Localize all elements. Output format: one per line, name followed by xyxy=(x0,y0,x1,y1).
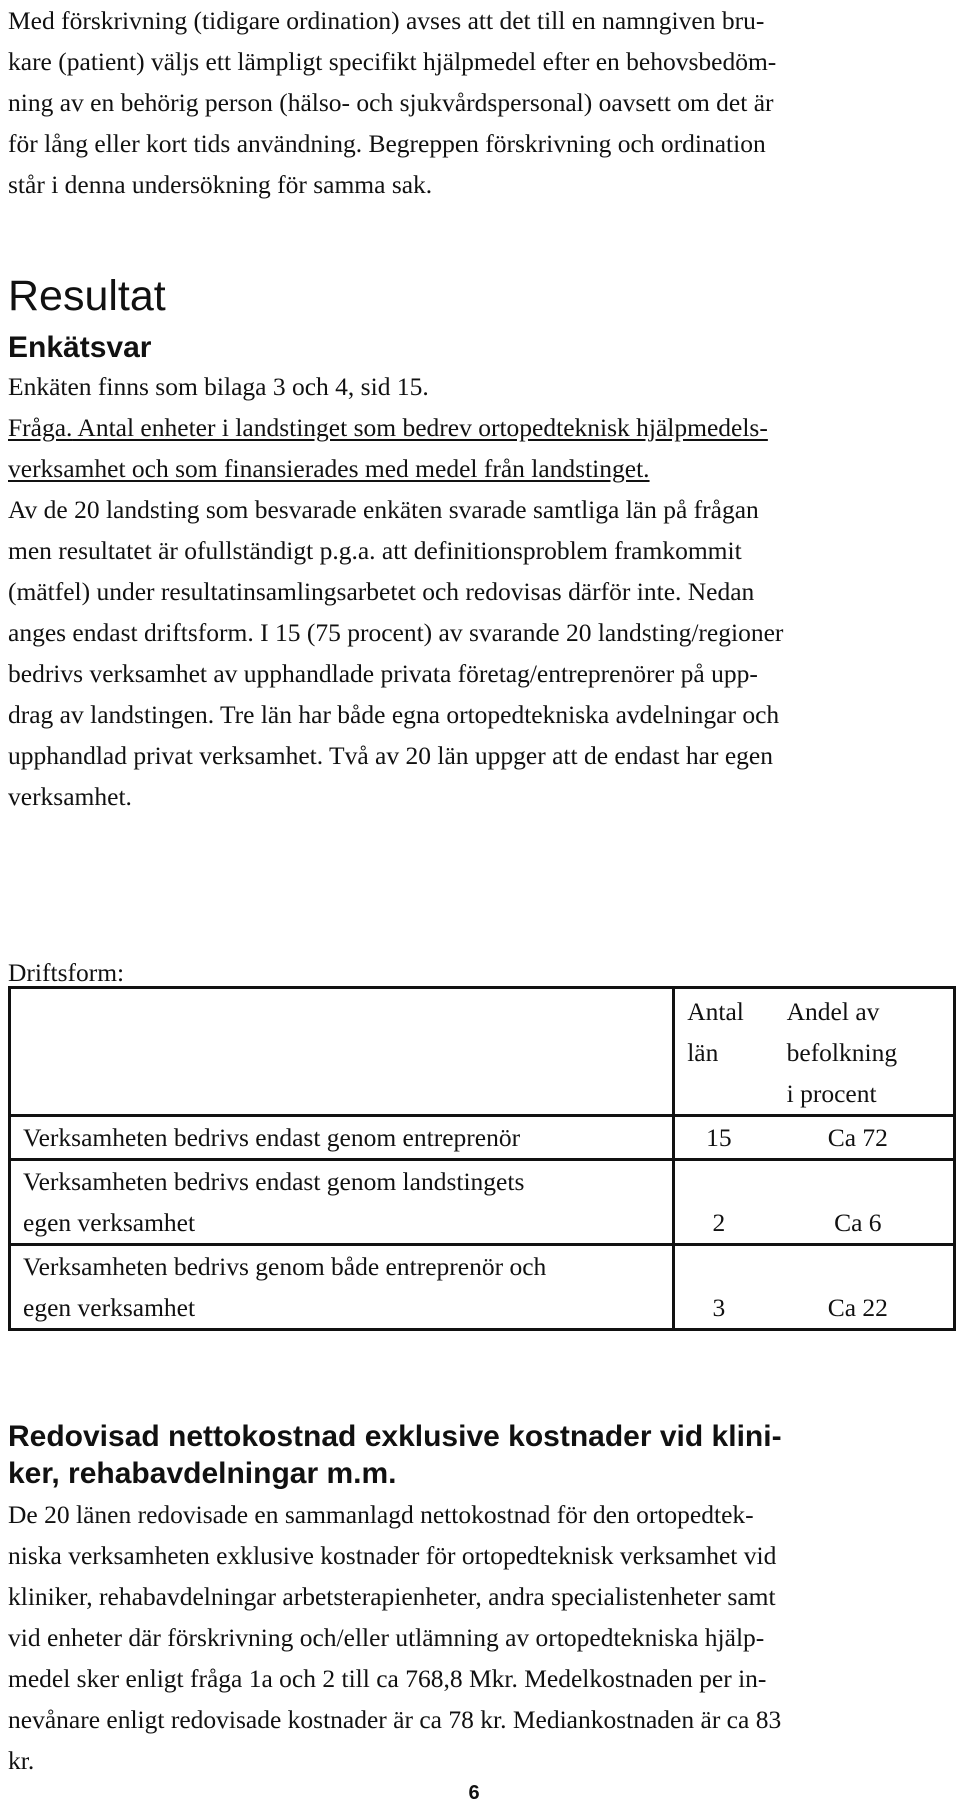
question-text: Antal enheter i landstinget som bedrev ortopedteknisk hjälpmedels- xyxy=(72,413,768,442)
row-count: 15 xyxy=(674,1116,763,1160)
header-text: befolkning xyxy=(786,1038,898,1067)
text-line: De 20 länen redovisade en sammanlagd nettokostnad för den ortopedtek- xyxy=(8,1500,754,1529)
heading-nettokostnad xyxy=(8,1418,782,1492)
text-line: Av de 20 landsting som besvarade enkäten svarade samtliga län på frågan xyxy=(8,495,759,524)
cost-paragraph xyxy=(8,1494,952,1781)
text-line: bedrivs verksamhet av upphandlade privata företag/entreprenörer på upp- xyxy=(8,659,758,688)
heading-resultat: Resultat xyxy=(8,272,166,320)
row-share: Ca 6 xyxy=(763,1160,955,1245)
text-line: nevånare enligt redovisade kostnader är ca 78 kr. Mediankostnaden är ca 83 xyxy=(8,1705,782,1734)
intro-paragraph xyxy=(8,0,952,205)
text-line: niska verksamheten exklusive kostnader för ortopedteknisk verksamhet vid xyxy=(8,1541,777,1570)
text-line: (mätfel) under resultatinsamlingsarbetet och redovisas därför inte. Nedan xyxy=(8,577,755,606)
row-share: Ca 22 xyxy=(763,1245,955,1330)
text-line: upphandlad privat verksamhet. Två av 20 län uppger att de endast har egen xyxy=(8,741,773,770)
header-text: Andel av xyxy=(786,997,880,1026)
row-label xyxy=(10,1116,674,1160)
row-count: 3 xyxy=(674,1245,763,1330)
heading-line: Redovisad nettokostnad exklusive kostnader vid klini- xyxy=(8,1420,782,1453)
header-text: i procent xyxy=(786,1079,877,1108)
table-row xyxy=(10,1245,955,1330)
text-line: kliniker, rehabavdelningar arbetsterapienheter, andra specialistenheter samt xyxy=(8,1582,776,1611)
table-row xyxy=(10,1116,955,1160)
question-line-1 xyxy=(8,407,952,448)
table-header-row xyxy=(10,988,955,1116)
row-label-text: egen verksamhet xyxy=(23,1208,196,1237)
row-share: Ca 72 xyxy=(763,1116,955,1160)
row-label-text: Verksamheten bedrivs endast genom landstingets xyxy=(23,1167,525,1196)
header-cell-share xyxy=(763,988,955,1116)
survey-section xyxy=(8,366,952,817)
row-label xyxy=(10,1245,674,1330)
text-line: ning av en behörig person (hälso- och sjukvårdspersonal) oavsett om det är xyxy=(8,88,774,117)
page-number: 6 xyxy=(468,1782,480,1804)
header-cell-empty xyxy=(10,988,674,1116)
header-cell-count xyxy=(674,988,763,1116)
heading-enkatsvar: Enkätsvar xyxy=(8,331,152,364)
question-line-2: verksamhet och som finansierades med medel från landstinget. xyxy=(8,454,650,483)
survey-note: Enkäten finns som bilaga 3 och 4, sid 15. xyxy=(8,372,429,401)
row-label xyxy=(10,1160,674,1245)
row-count: 2 xyxy=(674,1160,763,1245)
text-line: vid enheter där förskrivning och/eller utlämning av ortopedtekniska hjälp- xyxy=(8,1623,765,1652)
text-line: drag av landstingen. Tre län har både egna ortopedtekniska avdelningar och xyxy=(8,700,780,729)
row-label-text: egen verksamhet xyxy=(23,1293,196,1322)
text-line: står i denna undersökning för samma sak. xyxy=(8,170,433,199)
heading-line: ker, rehabavdelningar m.m. xyxy=(8,1457,397,1490)
text-line: för lång eller kort tids användning. Begreppen förskrivning och ordination xyxy=(8,129,766,158)
header-text: län xyxy=(687,1038,719,1067)
row-label-text: Verksamheten bedrivs genom både entreprenör och xyxy=(23,1252,547,1281)
text-line: kare (patient) väljs ett lämpligt specifikt hjälpmedel efter en behovsbedöm- xyxy=(8,47,777,76)
text-line: verksamhet. xyxy=(8,782,132,811)
table-row xyxy=(10,1160,955,1245)
text-line: Med förskrivning (tidigare ordination) avses att det till en namngiven bru- xyxy=(8,6,765,35)
question-label: Fråga. xyxy=(8,413,73,442)
text-line: medel sker enligt fråga 1a och 2 till ca 768,8 Mkr. Medelkostnaden per in- xyxy=(8,1664,767,1693)
row-label-text: Verksamheten bedrivs endast genom entreprenör xyxy=(23,1123,521,1152)
table-caption: Driftsform: xyxy=(8,958,125,987)
driftsform-table xyxy=(8,986,956,1331)
text-line: kr. xyxy=(8,1746,35,1775)
text-line: anges endast driftsform. I 15 (75 procent) av svarande 20 landsting/regioner xyxy=(8,618,784,647)
text-line: men resultatet är ofullständigt p.g.a. att definitionsproblem framkommit xyxy=(8,536,742,565)
header-text: Antal xyxy=(687,997,744,1026)
